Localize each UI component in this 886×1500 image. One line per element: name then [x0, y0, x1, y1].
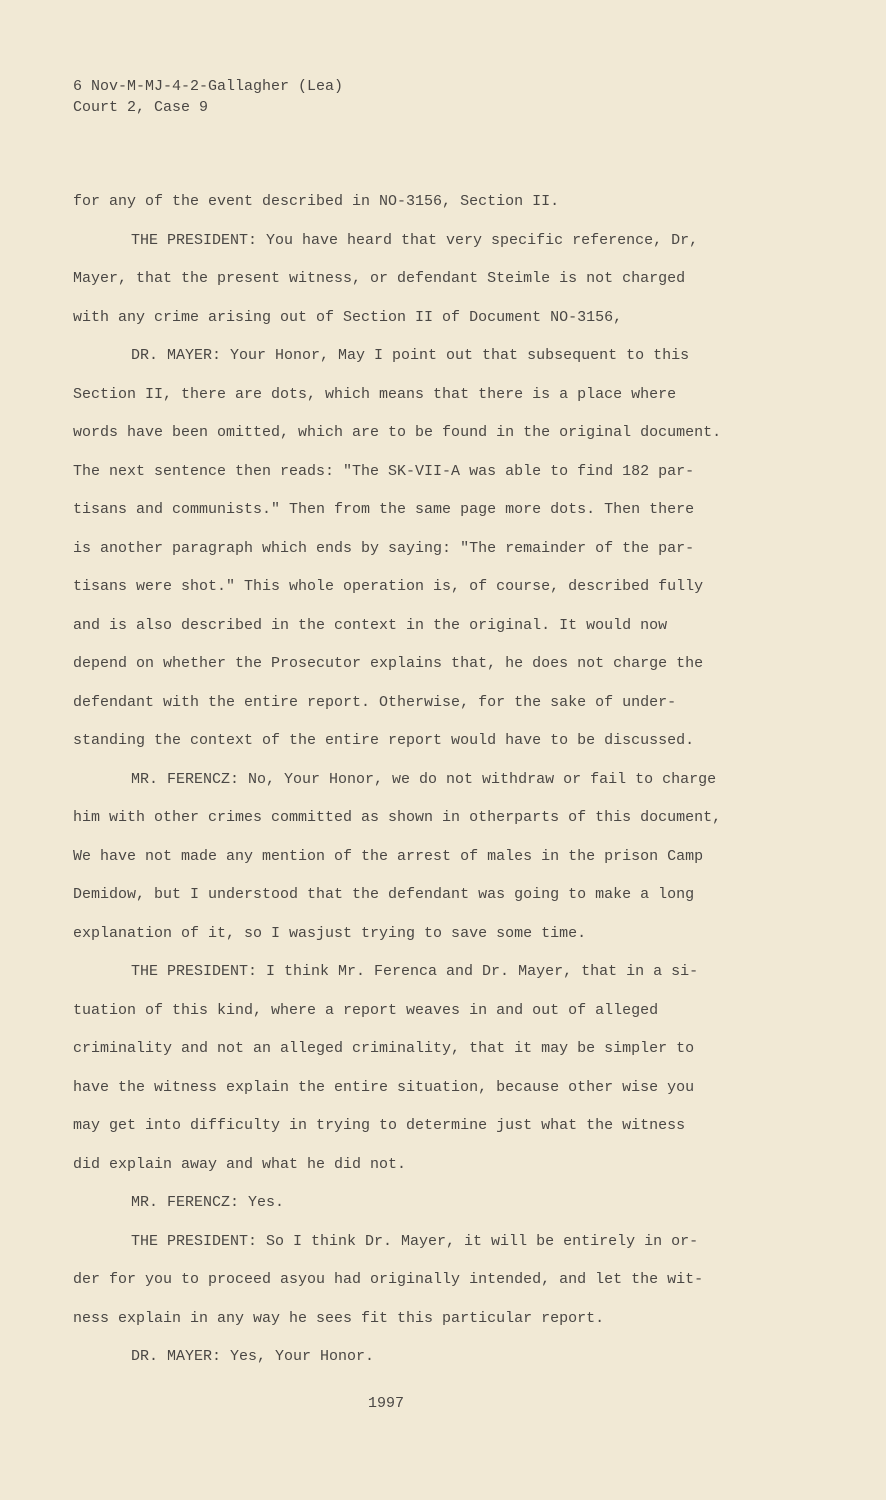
- document-header: [73, 76, 343, 118]
- text-line: tisans and communists." Then from the same page more dots. Then there: [73, 501, 695, 518]
- text-line: Section II, there are dots, which means that there is a place where: [73, 385, 677, 403]
- text-line: THE PRESIDENT: You have heard that very specific reference, Dr,: [131, 231, 699, 249]
- text-line: did explain away and what he did not.: [73, 1155, 407, 1173]
- text-line: depend on whether the Prosecutor explains that, he does not charge the: [73, 655, 704, 672]
- text-line: criminality and not an alleged criminality, that it may be simpler to: [73, 1040, 695, 1057]
- transcript-body: [73, 191, 873, 1385]
- text-line: We have not made any mention of the arrest of males in the prison Camp: [73, 847, 704, 865]
- text-line: may get into difficulty in trying to determine just what the witness: [73, 1117, 686, 1134]
- text-line: him with other crimes committed as shown in otherparts of this document,: [73, 809, 722, 826]
- text-line: THE PRESIDENT: I think Mr. Ferenca and Dr. Mayer, that in a si-: [131, 963, 699, 980]
- header-line-2: Court 2, Case 9: [73, 99, 209, 116]
- text-line: ness explain in any way he sees fit this particular report.: [73, 1309, 605, 1327]
- text-line: DR. MAYER: Yes, Your Honor.: [131, 1348, 375, 1365]
- text-line: tisans were shot." This whole operation is, of course, described fully: [73, 578, 704, 595]
- text-line: MR. FERENCZ: Yes.: [131, 1194, 285, 1211]
- text-line: explanation of it, so I wasjust trying to save some time.: [73, 924, 587, 942]
- text-line: Mayer, that the present witness, or defendant Steimle is not charged: [73, 270, 686, 287]
- page-number: 1997: [368, 1395, 405, 1412]
- text-line: MR. FERENCZ: No, Your Honor, we do not withdraw or fail to charge: [131, 770, 717, 788]
- text-line: have the witness explain the entire situation, because other wise you: [73, 1078, 695, 1096]
- text-line: tuation of this kind, where a report weaves in and out of alleged: [73, 1001, 659, 1019]
- text-line: and is also described in the context in the original. It would now: [73, 616, 668, 634]
- text-line: with any crime arising out of Section II of Document NO-3156,: [73, 308, 623, 326]
- text-line: DR. MAYER: Your Honor, May I point out that subsequent to this: [131, 347, 690, 364]
- text-line: is another paragraph which ends by saying: "The remainder of the par-: [73, 539, 695, 557]
- text-line: defendant with the entire report. Otherwise, for the sake of under-: [73, 693, 677, 711]
- header-line-1: 6 Nov-M-MJ-4-2-Gallagher (Lea): [73, 78, 344, 95]
- text-line: standing the context of the entire report would have to be discussed.: [73, 732, 695, 749]
- text-line: The next sentence then reads: "The SK-VII-A was able to find 182 par-: [73, 462, 695, 480]
- text-line: words have been omitted, which are to be found in the original document.: [73, 424, 722, 441]
- text-line: der for you to proceed asyou had originally intended, and let the wit-: [73, 1271, 704, 1288]
- text-line: for any of the event described in NO-3156, Section II.: [73, 193, 560, 210]
- text-line: THE PRESIDENT: So I think Dr. Mayer, it will be entirely in or-: [131, 1232, 699, 1250]
- text-line: Demidow, but I understood that the defendant was going to make a long: [73, 886, 695, 903]
